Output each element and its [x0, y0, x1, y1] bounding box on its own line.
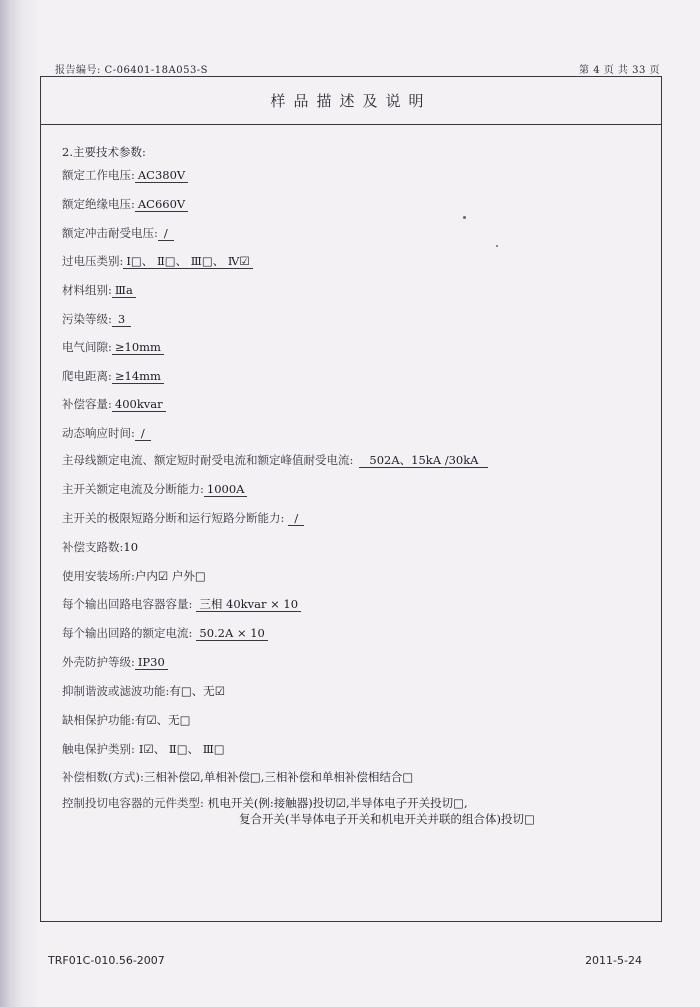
field-value: /: [135, 427, 151, 441]
field-value: Ⅰ□、 Ⅱ□、 Ⅲ□、 Ⅳ☑: [123, 255, 252, 269]
field-label: 抑制谐波或滤波功能:: [62, 684, 170, 698]
field-label: 过电压类别:: [62, 254, 124, 268]
report-date: 2011-5-24: [585, 954, 642, 967]
field-value: 50.2A × 10: [196, 627, 268, 641]
field-compensation-phases: [62, 770, 413, 784]
scan-speck: [463, 216, 466, 219]
field-rated-insulation-voltage: [62, 197, 188, 212]
field-label: 补偿相数(方式):: [62, 770, 144, 784]
field-value: ≥14mm: [112, 370, 164, 384]
field-label: 外壳防护等级:: [62, 655, 135, 669]
field-rated-impulse-voltage: [62, 226, 174, 241]
field-value: IP30: [135, 656, 168, 670]
field-value: 3: [112, 313, 131, 327]
field-label: 缺相保护功能:: [62, 713, 135, 727]
section-heading: 2.主要技术参数:: [62, 145, 146, 159]
binding-shadow: [0, 0, 40, 1007]
field-output-rated-current: [62, 626, 268, 641]
content-frame: [40, 76, 662, 922]
field-label: 额定冲击耐受电压:: [62, 226, 158, 240]
field-value: AC380V: [135, 169, 188, 183]
field-label: 主母线额定电流、额定短时耐受电流和额定峰值耐受电流:: [62, 453, 354, 467]
field-rated-working-voltage: [62, 168, 188, 183]
field-label: 主开关的极限短路分断和运行短路分断能力:: [62, 511, 285, 525]
field-value: /: [158, 227, 174, 241]
field-label: 污染等级:: [62, 312, 112, 326]
field-main-switch-current: [62, 482, 247, 497]
field-switching-element-type-continued: [239, 812, 535, 826]
field-label: 额定工作电压:: [62, 168, 135, 182]
field-phase-loss-protection: [62, 713, 191, 727]
page-number: 第 4 页 共 33 页: [579, 65, 660, 76]
field-value: 400kvar: [112, 398, 166, 412]
field-value: /: [288, 512, 304, 526]
field-clearance: [62, 340, 164, 355]
field-value: 有☑、无□: [134, 713, 191, 727]
field-value: ≥10mm: [112, 341, 164, 355]
field-label: 每个输出回路电容器容量:: [62, 597, 193, 611]
field-value: 三相 40kvar × 10: [196, 598, 301, 612]
field-installation-site: [62, 569, 206, 583]
field-value: 1000A: [204, 483, 248, 497]
report-number: 报告编号: C-06401-18A053-S: [55, 65, 209, 76]
field-shock-protection-class: [62, 742, 225, 756]
field-value: 复合开关(半导体电子开关和机电开关并联的组合体)投切□: [239, 812, 535, 826]
field-value: 户内☑ 户外□: [134, 569, 206, 583]
page-title: 样品描述及说明: [270, 92, 432, 110]
field-value: Ⅲa: [112, 284, 136, 298]
field-dynamic-response-time: [62, 426, 151, 441]
field-ip-rating: [62, 655, 168, 670]
field-label: 爬电距离:: [62, 369, 112, 383]
field-label: 主开关额定电流及分断能力:: [62, 482, 204, 496]
field-label: 补偿容量:: [62, 397, 112, 411]
field-overvoltage-category: [62, 254, 253, 269]
field-value: 机电开关(例:接触器)投切☑,半导体电子开关投切□,: [207, 796, 468, 810]
field-branch-count: [62, 540, 138, 554]
field-label: 额定绝缘电压:: [62, 197, 135, 211]
field-label: 材料组别:: [62, 283, 112, 297]
field-value: 有□、无☑: [169, 684, 226, 698]
field-compensation-capacity: [62, 397, 166, 412]
field-pollution-degree: [62, 312, 131, 327]
field-value: 10: [123, 540, 139, 554]
field-label: 补偿支路数:: [62, 540, 124, 554]
scan-speck: [496, 245, 498, 247]
field-main-busbar-current: [62, 453, 488, 468]
field-value: 502A、15kA /30kA: [359, 454, 488, 468]
field-switching-element-type: [62, 796, 468, 810]
field-label: 动态响应时间:: [62, 426, 135, 440]
field-capacitor-capacity: [62, 597, 301, 612]
field-label: 使用安装场所:: [62, 569, 135, 583]
form-code: TRF01C-010.56-2007: [48, 954, 165, 967]
field-label: 电气间隙:: [62, 340, 112, 354]
field-harmonic-suppression: [62, 684, 225, 698]
field-label: 控制投切电容器的元件类型:: [62, 796, 204, 810]
field-value: AC660V: [135, 198, 188, 212]
field-label: 每个输出回路的额定电流:: [62, 626, 193, 640]
field-label: 触电保护类别:: [62, 742, 135, 756]
field-material-group: [62, 283, 136, 298]
field-short-circuit-capacity: [62, 511, 304, 526]
field-value: Ⅰ☑、 Ⅱ□、 Ⅲ□: [138, 742, 225, 756]
field-value: 三相补偿☑,单相补偿□,三相补偿和单相补偿相结合□: [143, 770, 414, 784]
title-bar: [41, 77, 661, 125]
field-creepage: [62, 369, 164, 384]
